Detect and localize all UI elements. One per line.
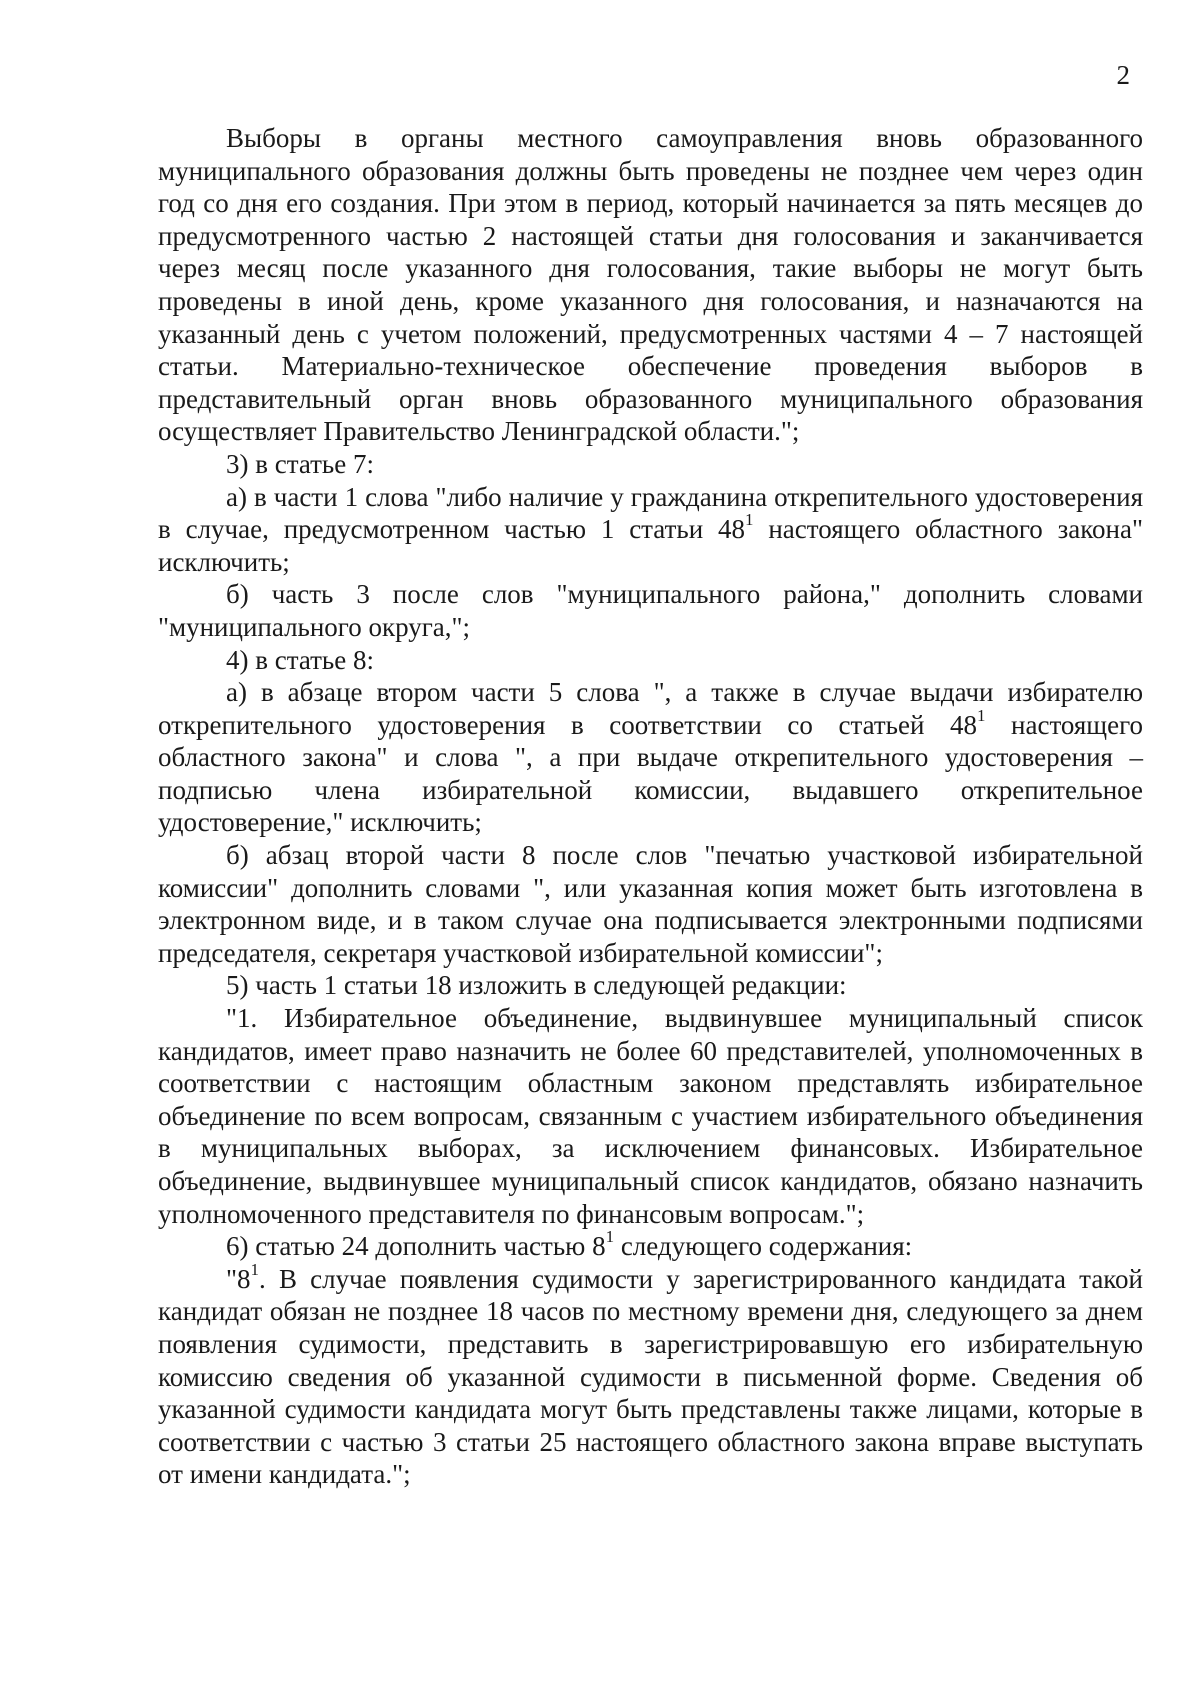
paragraph-text: 6) статью 24 дополнить частью 8 [226,1231,606,1262]
paragraph-text: б) абзац второй части 8 после слов "печатью участковой избирательной комиссии" дополнить словами ", или указанная копия может быть изготовлена в электронном виде, и в таком случае она подписывается электронными подписями председателя, секретаря участковой избирательной комиссии"; [158,840,1143,968]
paragraph-text: 5) часть 1 статьи 18 изложить в следующей редакции: [226,970,847,1001]
paragraph-item-5 [158,969,1143,1002]
paragraph-elections-new-municipality [158,122,1143,448]
paragraph-text: 4) в статье 8: [226,644,374,675]
superscript: 1 [605,1227,615,1247]
paragraph-text: Выборы в органы местного самоуправления вновь образованного муниципального образования должны быть проведены не позднее чем через один год со дня его создания. При этом в период, который начинается за пять месяцев до предусмотренного частью 2 настоящей статьи дня голосования и заканчивается через месяц после указанного дня голосования, такие выборы не могут быть проведены в иной день, кроме указанного дня голосования, и назначаются на указанный день с учетом положений, предусмотренных частями 4 – 7 настоящей статьи. Материально-техническое обеспечение проведения выборов в представительный орган вновь образованного муниципального образования осуществляет Правительство Ленинградской области."; [158,123,1143,447]
paragraph-text: "8 [226,1263,251,1294]
paragraph-item-3 [158,448,1143,481]
paragraph-item-6-text [158,1259,1143,1491]
paragraph-item-4b [158,839,1143,969]
paragraph-item-6 [158,1227,1143,1263]
page-number: 2 [1116,60,1130,90]
superscript: 1 [976,705,986,725]
paragraph-text: "1. Избирательное объединение, выдвинувшее муниципальный список кандидатов, имеет право назначить не более 60 представителей, уполномоченных в соответствии с настоящим областным законом представлять избирательное объединение по всем вопросам, связанным с участием избирательного объединения в муниципальных выборах, за исключением финансовых. Избирательное объединение, выдвинувшее муниципальный список кандидатов, обязано назначить уполномоченного представителя по финансовым вопросам."; [158,1003,1143,1229]
superscript: 1 [745,510,754,530]
paragraph-text: б) часть 3 после слов "муниципального района," дополнить словами "муниципального округа,"; [158,579,1143,642]
paragraph-item-5-text [158,1002,1143,1230]
document-body [158,122,1143,1491]
paragraph-text: настоящего областного закона" и слова ", а при выдаче открепительного удостоверения – подписью члена избирательной комиссии, выдавшего открепительное удостоверение," исключить; [158,709,1143,838]
superscript: 1 [250,1259,260,1279]
paragraph-text: . В случае появления судимости у зарегистрированного кандидата такой кандидат обязан не позднее 18 часов по местному времени дня, следующего за днем появления судимости, представить в зарегистрировавшую его избирательную комиссию сведения об указанной судимости в письменной форме. Сведения об указанной судимости кандидата могут быть представлены также лицами, которые в соответствии с частью 3 статьи 25 настоящего областного закона вправе выступать от имени кандидата."; [158,1263,1143,1490]
paragraph-item-4a [158,676,1143,839]
paragraph-item-3b [158,578,1143,643]
paragraph-text: а) в части 1 слова "либо наличие у гражданина открепительного удостоверения в случае, предусмотренном частью 1 статьи 48 [158,481,1143,545]
paragraph-text: а) в абзаце втором части 5 слова ", а также в случае выдачи избирателю открепительного удостоверения в соответствии со статьей 48 [158,677,1143,740]
paragraph-item-3a [158,481,1143,579]
paragraph-text: 3) в статье 7: [226,448,374,479]
paragraph-text: следующего содержания: [614,1231,913,1262]
paragraph-item-4 [158,644,1143,677]
paragraph-text: настоящего областного закона" исключить; [158,514,1143,577]
